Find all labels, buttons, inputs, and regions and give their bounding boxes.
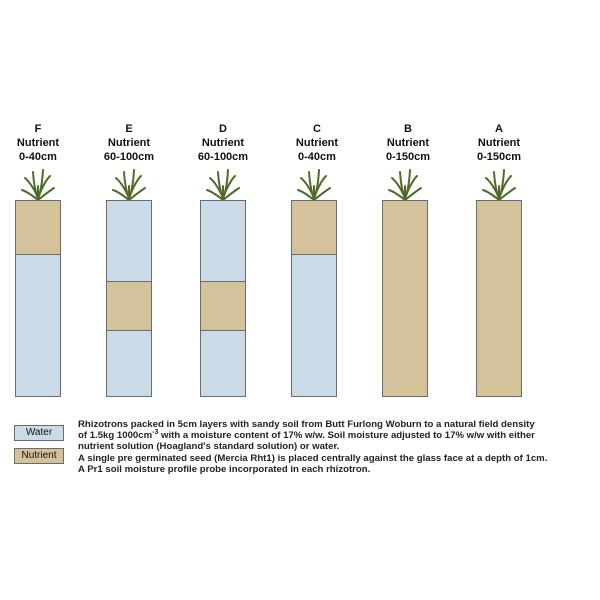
water-layer <box>201 330 245 397</box>
column-letter: B <box>404 123 412 135</box>
rhizotron-e <box>106 200 152 397</box>
notes-line: nutrient solution (Hoagland's standard solution) or water. <box>78 441 340 453</box>
notes-line: A Pr1 soil moisture profile probe incorporated in each rhizotron. <box>78 463 371 475</box>
wheat-seedling-icon <box>296 166 332 202</box>
wheat-seedling-icon <box>111 166 147 202</box>
nutrient-layer <box>292 201 336 254</box>
rhizotron-c <box>291 200 337 397</box>
column-header-b <box>362 122 454 164</box>
rhizotron-a <box>476 200 522 397</box>
column-label: Nutrient <box>386 137 430 149</box>
column-header-d <box>177 122 269 164</box>
water-layer <box>107 330 151 397</box>
column-label: Nutrient <box>477 137 521 149</box>
wheat-seedling-icon <box>387 166 423 202</box>
column-label: Nutrient <box>295 137 339 149</box>
rhizotron-f <box>15 200 61 397</box>
water-layer <box>107 201 151 281</box>
nutrient-layer <box>383 201 427 396</box>
column-label: Nutrient <box>107 137 151 149</box>
column-header-a <box>453 122 545 164</box>
legend-nutrient: Nutrient <box>14 448 64 464</box>
legend-water: Water <box>14 425 64 441</box>
rhizotron-b <box>382 200 428 397</box>
column-letter: D <box>219 123 227 135</box>
notes-text: with a moisture content of 17% w/w. Soil moisture adjusted to 17% w/w with either <box>158 430 535 442</box>
wheat-seedling-icon <box>205 166 241 202</box>
column-range: 0-150cm <box>385 151 431 163</box>
method-notes <box>78 419 593 475</box>
notes-text: of 1.5kg 1000cm <box>78 430 153 442</box>
column-letter: A <box>495 123 503 135</box>
nutrient-layer <box>16 201 60 254</box>
column-letter: E <box>125 123 133 135</box>
column-header-c <box>271 122 363 164</box>
nutrient-layer <box>477 201 521 396</box>
notes-line: A single pre germinated seed (Mercia Rht1) is placed centrally against the glass face at a depth of 1cm. <box>78 452 548 464</box>
rhizotron-d <box>200 200 246 397</box>
column-range: 0-150cm <box>476 151 522 163</box>
notes-line <box>78 430 593 441</box>
notes-superscript: -3 <box>152 429 159 437</box>
column-label: Nutrient <box>201 137 245 149</box>
wheat-seedling-icon <box>20 166 56 202</box>
column-range: 60-100cm <box>103 151 155 163</box>
column-range: 0-40cm <box>19 151 57 163</box>
column-range: 60-100cm <box>197 151 249 163</box>
nutrient-layer <box>107 281 151 331</box>
notes-line: Rhizotrons packed in 5cm layers with sandy soil from Butt Furlong Woburn to a natural field density <box>78 419 535 430</box>
column-letter: C <box>313 123 321 135</box>
column-range: 0-40cm <box>298 151 336 163</box>
column-header-f <box>0 122 84 164</box>
water-layer <box>16 254 60 397</box>
nutrient-layer <box>201 281 245 331</box>
column-letter: F <box>34 123 42 135</box>
water-layer <box>201 201 245 281</box>
wheat-seedling-icon <box>481 166 517 202</box>
water-layer <box>292 254 336 397</box>
column-header-e <box>83 122 175 164</box>
column-label: Nutrient <box>16 137 60 149</box>
